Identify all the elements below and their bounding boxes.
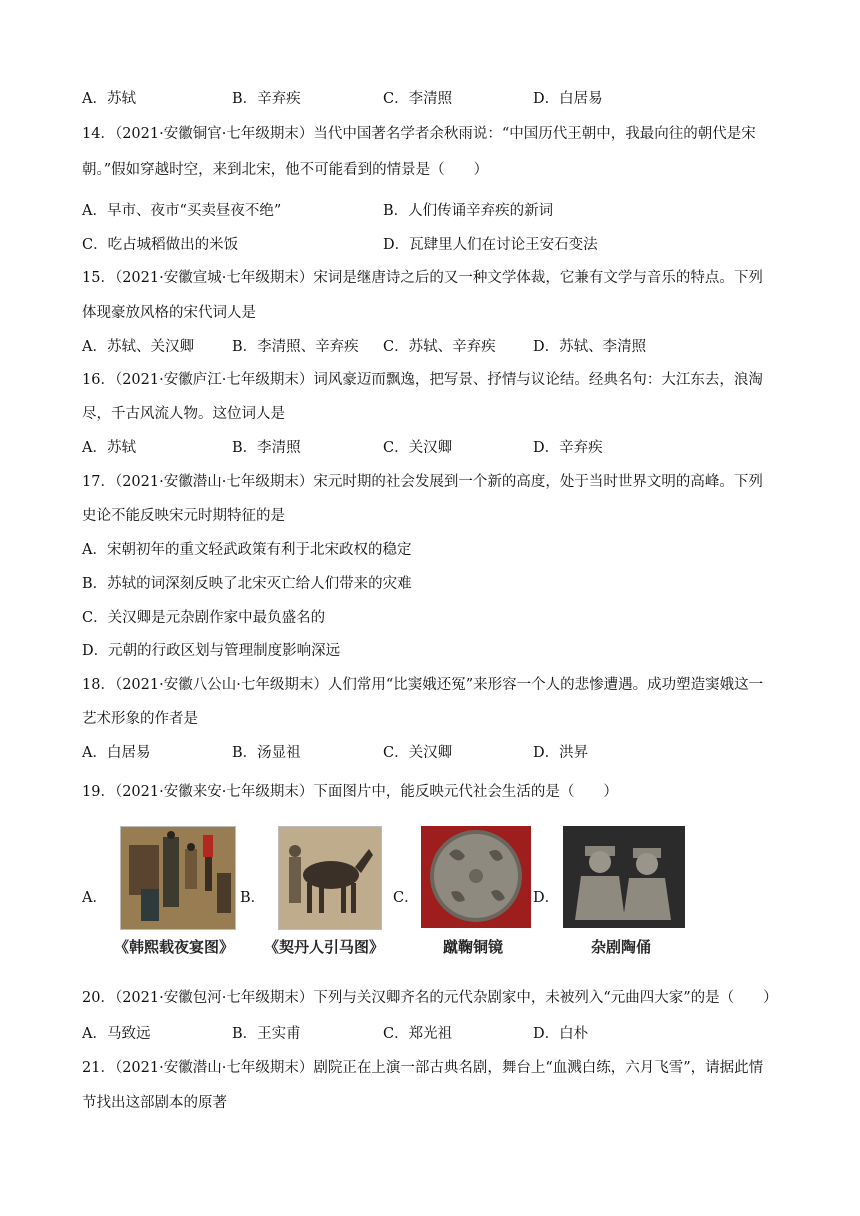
q19-caption-c: 蹴鞠铜镜 — [443, 938, 504, 956]
q16-stem-line2: 尽，千古风流人物。这位词人是 — [82, 406, 285, 422]
q19-caption-a: 《韩熙载夜宴图》 — [114, 938, 235, 956]
q14-stem-line2: 朝。”假如穿越时空，来到北宋，他不可能看到的情景是（ ） — [82, 162, 489, 178]
q21-stem-line1: 21．（2021·安徽潜山·七年级期末）剧院正在上演一部古典名剧，舞台上“血溅白练，六月飞雪”，请据此情 — [82, 1060, 764, 1076]
q20-stem-line1: 20．（2021·安徽包河·七年级期末）下列与关汉卿齐名的元代杂剧家中，未被列入“元曲四大家”的是（ ） — [82, 990, 778, 1006]
q15-option-a: A．苏轼、关汉卿 — [82, 339, 194, 355]
q14-option-c: C．吃占城稻做出的米饭 — [82, 237, 239, 253]
q17-option-d: D．元朝的行政区划与管理制度影响深远 — [82, 643, 341, 659]
q13-option-c: C．李清照 — [383, 91, 453, 107]
q14-option-d: D．瓦肆里人们在讨论王安石变法 — [383, 237, 598, 253]
painting-khitan-horse-image — [278, 826, 382, 930]
q18-option-b: B．汤显祖 — [232, 745, 301, 761]
bronze-mirror-image — [421, 826, 531, 928]
q14-option-b: B．人们传诵辛弃疾的新词 — [383, 203, 554, 219]
q19-letter-c: C． — [393, 890, 419, 906]
q18-stem-line2: 艺术形象的作者是 — [82, 711, 198, 727]
q15-stem-line2: 体现豪放风格的宋代词人是 — [82, 305, 256, 321]
q14-option-a: A．早市、夜市“买卖昼夜不绝” — [82, 203, 282, 219]
q17-stem-line1: 17．（2021·安徽潜山·七年级期末）宋元时期的社会发展到一个新的高度，处于当时世界文明的高峰。下列 — [82, 474, 763, 490]
q16-stem-line1: 16．（2021·安徽庐江·七年级期末）词风豪迈而飘逸，把写景、抒情与议论结。经典名句：大江东去，浪淘 — [82, 372, 763, 388]
q18-stem-line1: 18．（2021·安徽八公山·七年级期末）人们常用“比窦娥还冤”来形容一个人的悲惨遭遇。成功塑造窦娥这一 — [82, 677, 764, 693]
q18-option-c: C．关汉卿 — [383, 745, 453, 761]
q18-option-a: A．白居易 — [82, 745, 151, 761]
q17-option-a: A．宋朝初年的重文轻武政策有利于北宋政权的稳定 — [82, 542, 412, 558]
q13-option-b: B．辛弃疾 — [232, 91, 301, 107]
q16-option-d: D．辛弃疾 — [533, 440, 603, 456]
q13-option-a: A．苏轼 — [82, 91, 136, 107]
q19-letter-a: A． — [82, 890, 107, 906]
q15-option-c: C．苏轼、辛弃疾 — [383, 339, 496, 355]
q20-option-b: B．王实甫 — [232, 1026, 301, 1042]
q15-stem-line1: 15．（2021·安徽宣城·七年级期末）宋词是继唐诗之后的又一种文学体裁，它兼有文学与音乐的特点。下列 — [82, 270, 763, 286]
q20-option-a: A．马致远 — [82, 1026, 151, 1042]
q19-caption-d: 杂剧陶俑 — [591, 938, 652, 956]
q18-option-d: D．洪昇 — [533, 745, 589, 761]
q20-option-d: D．白朴 — [533, 1026, 589, 1042]
q21-stem-line2: 节找出这部剧本的原著 — [82, 1095, 227, 1111]
q19-letter-b: B． — [240, 890, 266, 906]
q15-option-b: B．李清照、辛弃疾 — [232, 339, 359, 355]
q19-caption-b: 《契丹人引马图》 — [264, 938, 385, 956]
q17-option-c: C．关汉卿是元杂剧作家中最负盛名的 — [82, 610, 326, 626]
q16-option-b: B．李清照 — [232, 440, 301, 456]
painting-night-revels-image — [120, 826, 236, 930]
q16-option-a: A．苏轼 — [82, 440, 136, 456]
q19-letter-d: D． — [533, 890, 560, 906]
pottery-figurines-image — [563, 826, 685, 928]
q14-stem-line1: 14．（2021·安徽铜官·七年级期末）当代中国著名学者余秋雨说：“中国历代王朝中，我最向往的朝代是宋 — [82, 126, 756, 142]
q16-option-c: C．关汉卿 — [383, 440, 453, 456]
q20-option-c: C．郑光祖 — [383, 1026, 453, 1042]
q19-stem-line1: 19．（2021·安徽来安·七年级期末）下面图片中，能反映元代社会生活的是（ ） — [82, 784, 618, 800]
q17-stem-line2: 史论不能反映宋元时期特征的是 — [82, 508, 285, 524]
q13-option-d: D．白居易 — [533, 91, 603, 107]
q15-option-d: D．苏轼、李清照 — [533, 339, 647, 355]
q17-option-b: B．苏轼的词深刻反映了北宋灭亡给人们带来的灾难 — [82, 576, 412, 592]
